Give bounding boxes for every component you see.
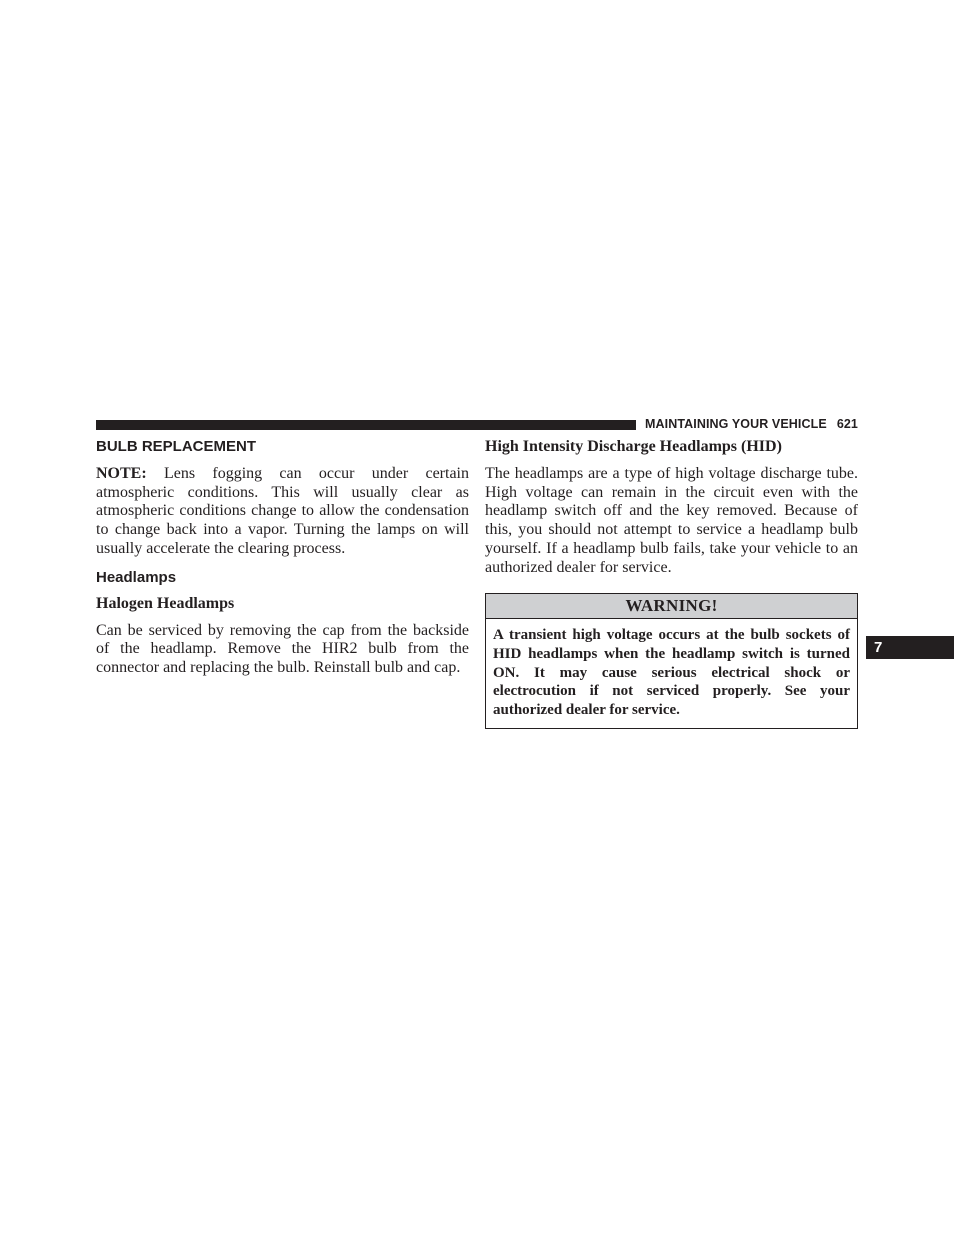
note-paragraph — [96, 465, 469, 559]
chapter-tab — [866, 636, 954, 659]
halogen-heading: Halogen Headlamps — [96, 594, 235, 612]
section-title: MAINTAINING YOUR VEHICLE — [645, 417, 827, 431]
note-text: Lens fogging can occur under certain atmospheric conditions. This will usually clear as atmospheric conditions change to allow the condensation to change back into a vapor. Turning the lamps on will usually accelerate the clearing process. — [96, 465, 470, 557]
chapter-number: 7 — [874, 639, 883, 656]
warning-text: A transient high voltage occurs at the bulb sockets of HID headlamps when the headlamp switch is turned ON. It may cause serious electrical shock or electrocution if not serviced properly. See your authorized dealer for service. — [493, 627, 850, 719]
note-label: NOTE: — [96, 465, 147, 482]
warning-box — [485, 593, 858, 729]
header-rule — [96, 420, 636, 430]
right-column — [485, 438, 858, 729]
page-number: 621 — [836, 417, 858, 431]
halogen-paragraph: Can be serviced by removing the cap from the backside of the headlamp. Remove the HIR2 bulb from the connector and replacing the bulb. Reinstall bulb and cap. — [96, 621, 469, 676]
running-header — [645, 417, 858, 431]
section-heading: BULB REPLACEMENT — [96, 438, 256, 455]
warning-title: WARNING! — [486, 594, 857, 619]
hid-paragraph: The headlamps are a type of high voltage discharge tube. High voltage can remain in the circuit even with the headlamp switch off and the key removed. Because of this, you should not attempt to service a headlamp bulb yourself. If a headlamp bulb fails, take your vehicle to an authorized dealer for service. — [485, 465, 858, 576]
headlamps-heading: Headlamps — [96, 568, 177, 586]
left-column — [96, 438, 469, 678]
hid-heading: High Intensity Discharge Headlamps (HID) — [485, 438, 782, 455]
